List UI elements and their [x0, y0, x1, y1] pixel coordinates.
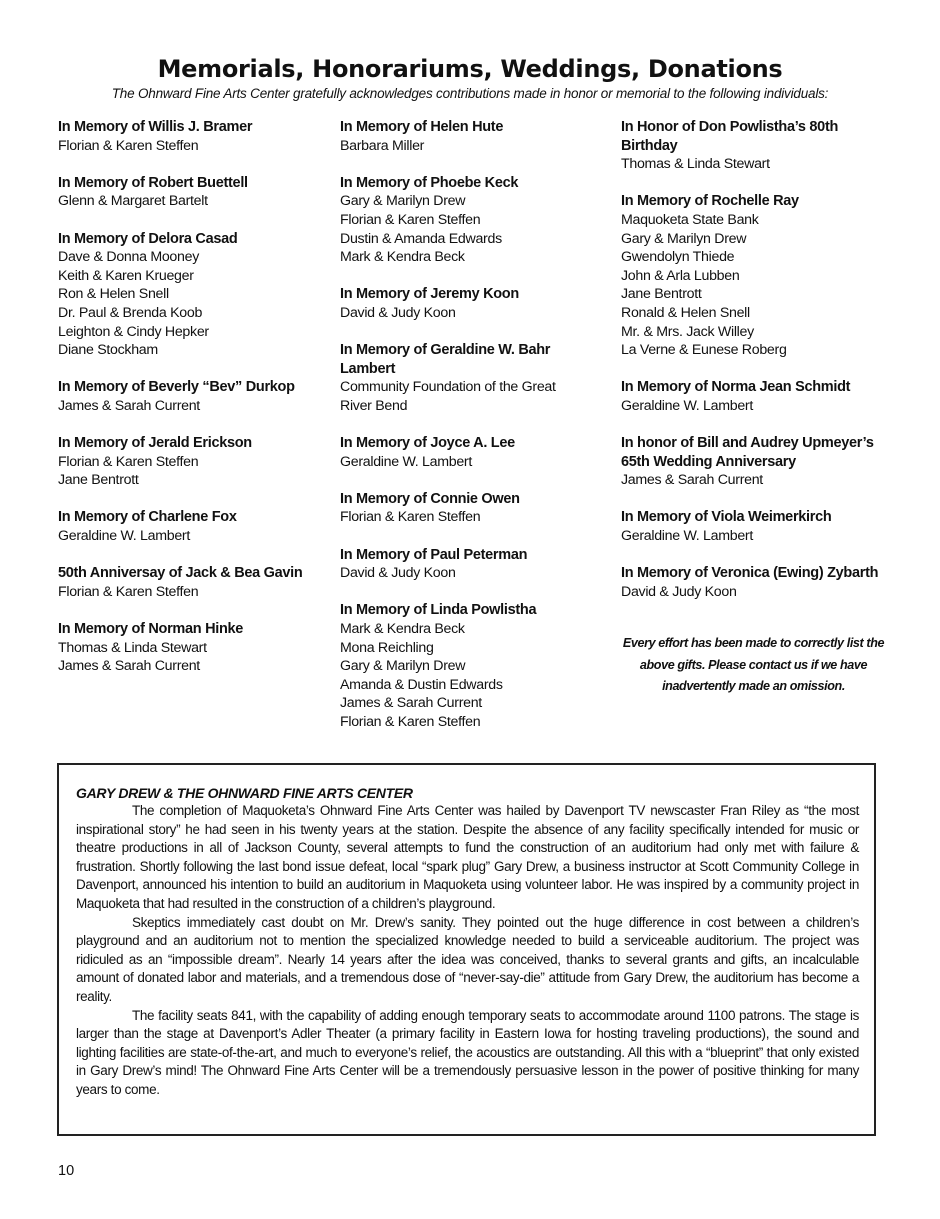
donation-entry	[58, 230, 323, 360]
donor-name: River Bend	[340, 397, 408, 414]
donation-entry	[621, 434, 891, 490]
donor-name: Ron & Helen Snell	[58, 286, 169, 303]
donation-entry	[58, 434, 323, 490]
donor-name: Jane Bentrott	[621, 286, 702, 303]
donation-entry	[621, 508, 891, 545]
entry-heading: In Memory of Willis J. Bramer	[58, 119, 253, 135]
omission-note: Every effort has been made to correctly list the above gifts. Please contact us if we have inadvertently made an omission.	[622, 636, 885, 694]
entry-heading: 50th Anniversay of Jack & Bea Gavin	[58, 565, 303, 582]
donor-name: Mark & Kendra Beck	[340, 621, 465, 638]
donor-name: Florian & Karen Steffen	[340, 714, 481, 730]
story-heading: GARY DREW & THE OHNWARD FINE ARTS CENTER	[76, 785, 413, 801]
donations-column-2	[340, 118, 605, 750]
entry-heading: In Memory of Joyce A. Lee	[340, 435, 515, 452]
donor-name: Dave & Donna Mooney	[58, 249, 199, 266]
entry-heading: In Memory of Rochelle Ray	[621, 193, 799, 210]
donor-name: Gwendolyn Thiede	[621, 249, 735, 266]
donor-name: Florian & Karen Steffen	[340, 211, 481, 228]
donation-entry	[58, 118, 323, 155]
page-number: 10	[58, 1163, 75, 1179]
entry-heading: In Memory of Delora Casad	[58, 230, 238, 247]
donor-name: Ronald & Helen Snell	[621, 304, 750, 321]
story-box	[57, 763, 876, 1136]
donor-name: David & Judy Koon	[340, 565, 456, 582]
entry-heading: In Memory of Jeremy Koon	[340, 286, 519, 303]
donor-name: Leighton & Cindy Hepker	[58, 323, 209, 340]
story-paragraph: The completion of Maquoketa’s Ohnward Fine Arts Center was hailed by Davenport TV newscaster Fran Riley as “the most inspirational story” he had seen in his twenty years at the station. Despite the absence of any facility specifically intended for music or theatre productions in all of Jackson County, several attempts to fund the construction of an auditorium had only met with failure & frustration. Shortly following the last bond issue defeat, local “spark plug” Gary Drew, a business instructor at Scott Community College in Davenport, announced his intention to build an auditorium in Maquoketa using volunteer labor. He was inspired by a community project in Maquoketa that had resulted in the construction of a children’s playground.	[76, 803, 859, 911]
donation-entry	[340, 174, 605, 267]
donor-name: Glenn & Margaret Bartelt	[58, 193, 208, 210]
entry-heading: In Honor of Don Powlistha’s 80th Birthday	[621, 119, 839, 154]
donor-name: James & Sarah Current	[58, 397, 200, 414]
donor-name: James & Sarah Current	[58, 658, 200, 675]
donor-name: John & Arla Lubben	[621, 267, 740, 284]
story-paragraph: Skeptics immediately cast doubt on Mr. Drew’s sanity. They pointed out the huge difference in cost between a children’s playground and an auditorium not to mention the specialized knowledge needed to build a serviceable auditorium. The project was ridiculed as an “impossible dream”. Nearly 14 years after the idea was conceived, thanks to several grants and gifts, an incalculable amount of donated labor and materials, and a tremendous dose of “never-say-die” attitude from Gary Drew, the auditorium has become a reality.	[76, 914, 859, 1004]
donor-name: Dr. Paul & Brenda Koob	[58, 304, 203, 321]
donation-entry	[340, 434, 605, 471]
entry-heading: In Memory of Phoebe Keck	[340, 174, 519, 191]
donation-entry	[58, 378, 323, 415]
donor-name: Mona Reichling	[340, 639, 434, 656]
donation-entry	[621, 118, 891, 174]
donation-entry	[621, 378, 891, 415]
donation-entry	[621, 564, 891, 601]
donor-name: Barbara Miller	[340, 137, 425, 154]
donation-entry	[340, 118, 605, 155]
donor-name: Geraldine W. Lambert	[58, 528, 190, 545]
entry-heading: In Memory of Veronica (Ewing) Zybarth	[621, 565, 879, 582]
column-entries	[621, 118, 891, 601]
donation-entry	[58, 508, 323, 545]
donor-name: Geraldine W. Lambert	[621, 528, 753, 545]
page-subtitle: The Ohnward Fine Arts Center gratefully acknowledges contributions made in honor or memorial to the following individuals:	[111, 86, 829, 101]
donor-name: Florian & Karen Steffen	[58, 583, 199, 600]
donor-name: Amanda & Dustin Edwards	[340, 676, 503, 693]
donations-column-1	[58, 118, 323, 694]
entry-heading: In Memory of Geraldine W. Bahr Lambert	[340, 342, 551, 377]
story-paragraph: The facility seats 841, with the capability of adding enough temporary seats to accommodate around 1100 patrons. The stage is larger than the stage at Davenport’s Adler Theater (a primary facility in Eastern Iowa for hosting traveling productions), the sound and lighting facilities are state-of-the-art, and much to everyone’s relief, the acoustics are outstanding. All this with a “blueprint” that only existed in Gary Drew’s mind! The Ohnward Fine Arts Center will be a tremendously persuasive lesson in the power of positive thinking for many years to come.	[76, 1007, 859, 1097]
donation-entry	[340, 341, 605, 415]
donor-name: Maquoketa State Bank	[621, 211, 759, 228]
donor-name: Mr. & Mrs. Jack Willey	[621, 323, 754, 340]
page-title: Memorials, Honorariums, Weddings, Donations	[157, 55, 783, 83]
donor-name: Gary & Marilyn Drew	[621, 230, 747, 247]
donation-entry	[340, 490, 605, 527]
donation-entry	[621, 192, 891, 359]
donor-name: Thomas & Linda Stewart	[58, 639, 207, 656]
donor-name: Florian & Karen Steffen	[58, 137, 199, 154]
donor-name: David & Judy Koon	[621, 583, 737, 600]
donation-entry	[340, 601, 605, 731]
donor-name: Geraldine W. Lambert	[621, 397, 753, 414]
entry-heading: In Memory of Beverly “Bev” Durkop	[58, 379, 295, 396]
donor-name: Mark & Kendra Beck	[340, 249, 465, 266]
donations-column-3	[621, 118, 891, 698]
donor-name: Jane Bentrott	[58, 472, 139, 489]
donor-name: Gary & Marilyn Drew	[340, 658, 466, 675]
entry-heading: In Memory of Linda Powlistha	[340, 602, 537, 619]
donation-entry	[340, 546, 605, 583]
entry-heading: In Memory of Norma Jean Schmidt	[621, 379, 851, 396]
donor-name: James & Sarah Current	[621, 472, 763, 489]
donor-name: La Verne & Eunese Roberg	[621, 342, 787, 359]
donor-name: David & Judy Koon	[340, 304, 456, 321]
donor-name: Diane Stockham	[58, 342, 158, 359]
donation-entry	[58, 564, 323, 601]
entry-heading: In Memory of Helen Hute	[340, 119, 504, 135]
entry-heading: In Memory of Charlene Fox	[58, 509, 237, 526]
entry-heading: In Memory of Paul Peterman	[340, 546, 528, 563]
donor-name: Dustin & Amanda Edwards	[340, 230, 502, 247]
donor-name: Gary & Marilyn Drew	[340, 193, 466, 210]
donation-entry	[340, 285, 605, 322]
donation-entry	[58, 620, 323, 676]
donor-name: James & Sarah Current	[340, 695, 482, 712]
donor-name: Community Foundation of the Great	[340, 379, 556, 396]
donation-entry	[58, 174, 323, 211]
entry-heading: In honor of Bill and Audrey Upmeyer’s 65th Wedding Anniversary	[621, 435, 874, 470]
entry-heading: In Memory of Robert Buettell	[58, 174, 248, 191]
entry-heading: In Memory of Connie Owen	[340, 490, 520, 507]
entry-heading: In Memory of Norman Hinke	[58, 621, 244, 638]
donor-name: Florian & Karen Steffen	[58, 453, 199, 470]
donor-name: Florian & Karen Steffen	[340, 509, 481, 526]
donor-name: Geraldine W. Lambert	[340, 453, 472, 470]
donor-name: Thomas & Linda Stewart	[621, 156, 770, 173]
donor-name: Keith & Karen Krueger	[58, 267, 194, 284]
entry-heading: In Memory of Viola Weimerkirch	[621, 509, 832, 526]
entry-heading: In Memory of Jerald Erickson	[58, 435, 252, 452]
